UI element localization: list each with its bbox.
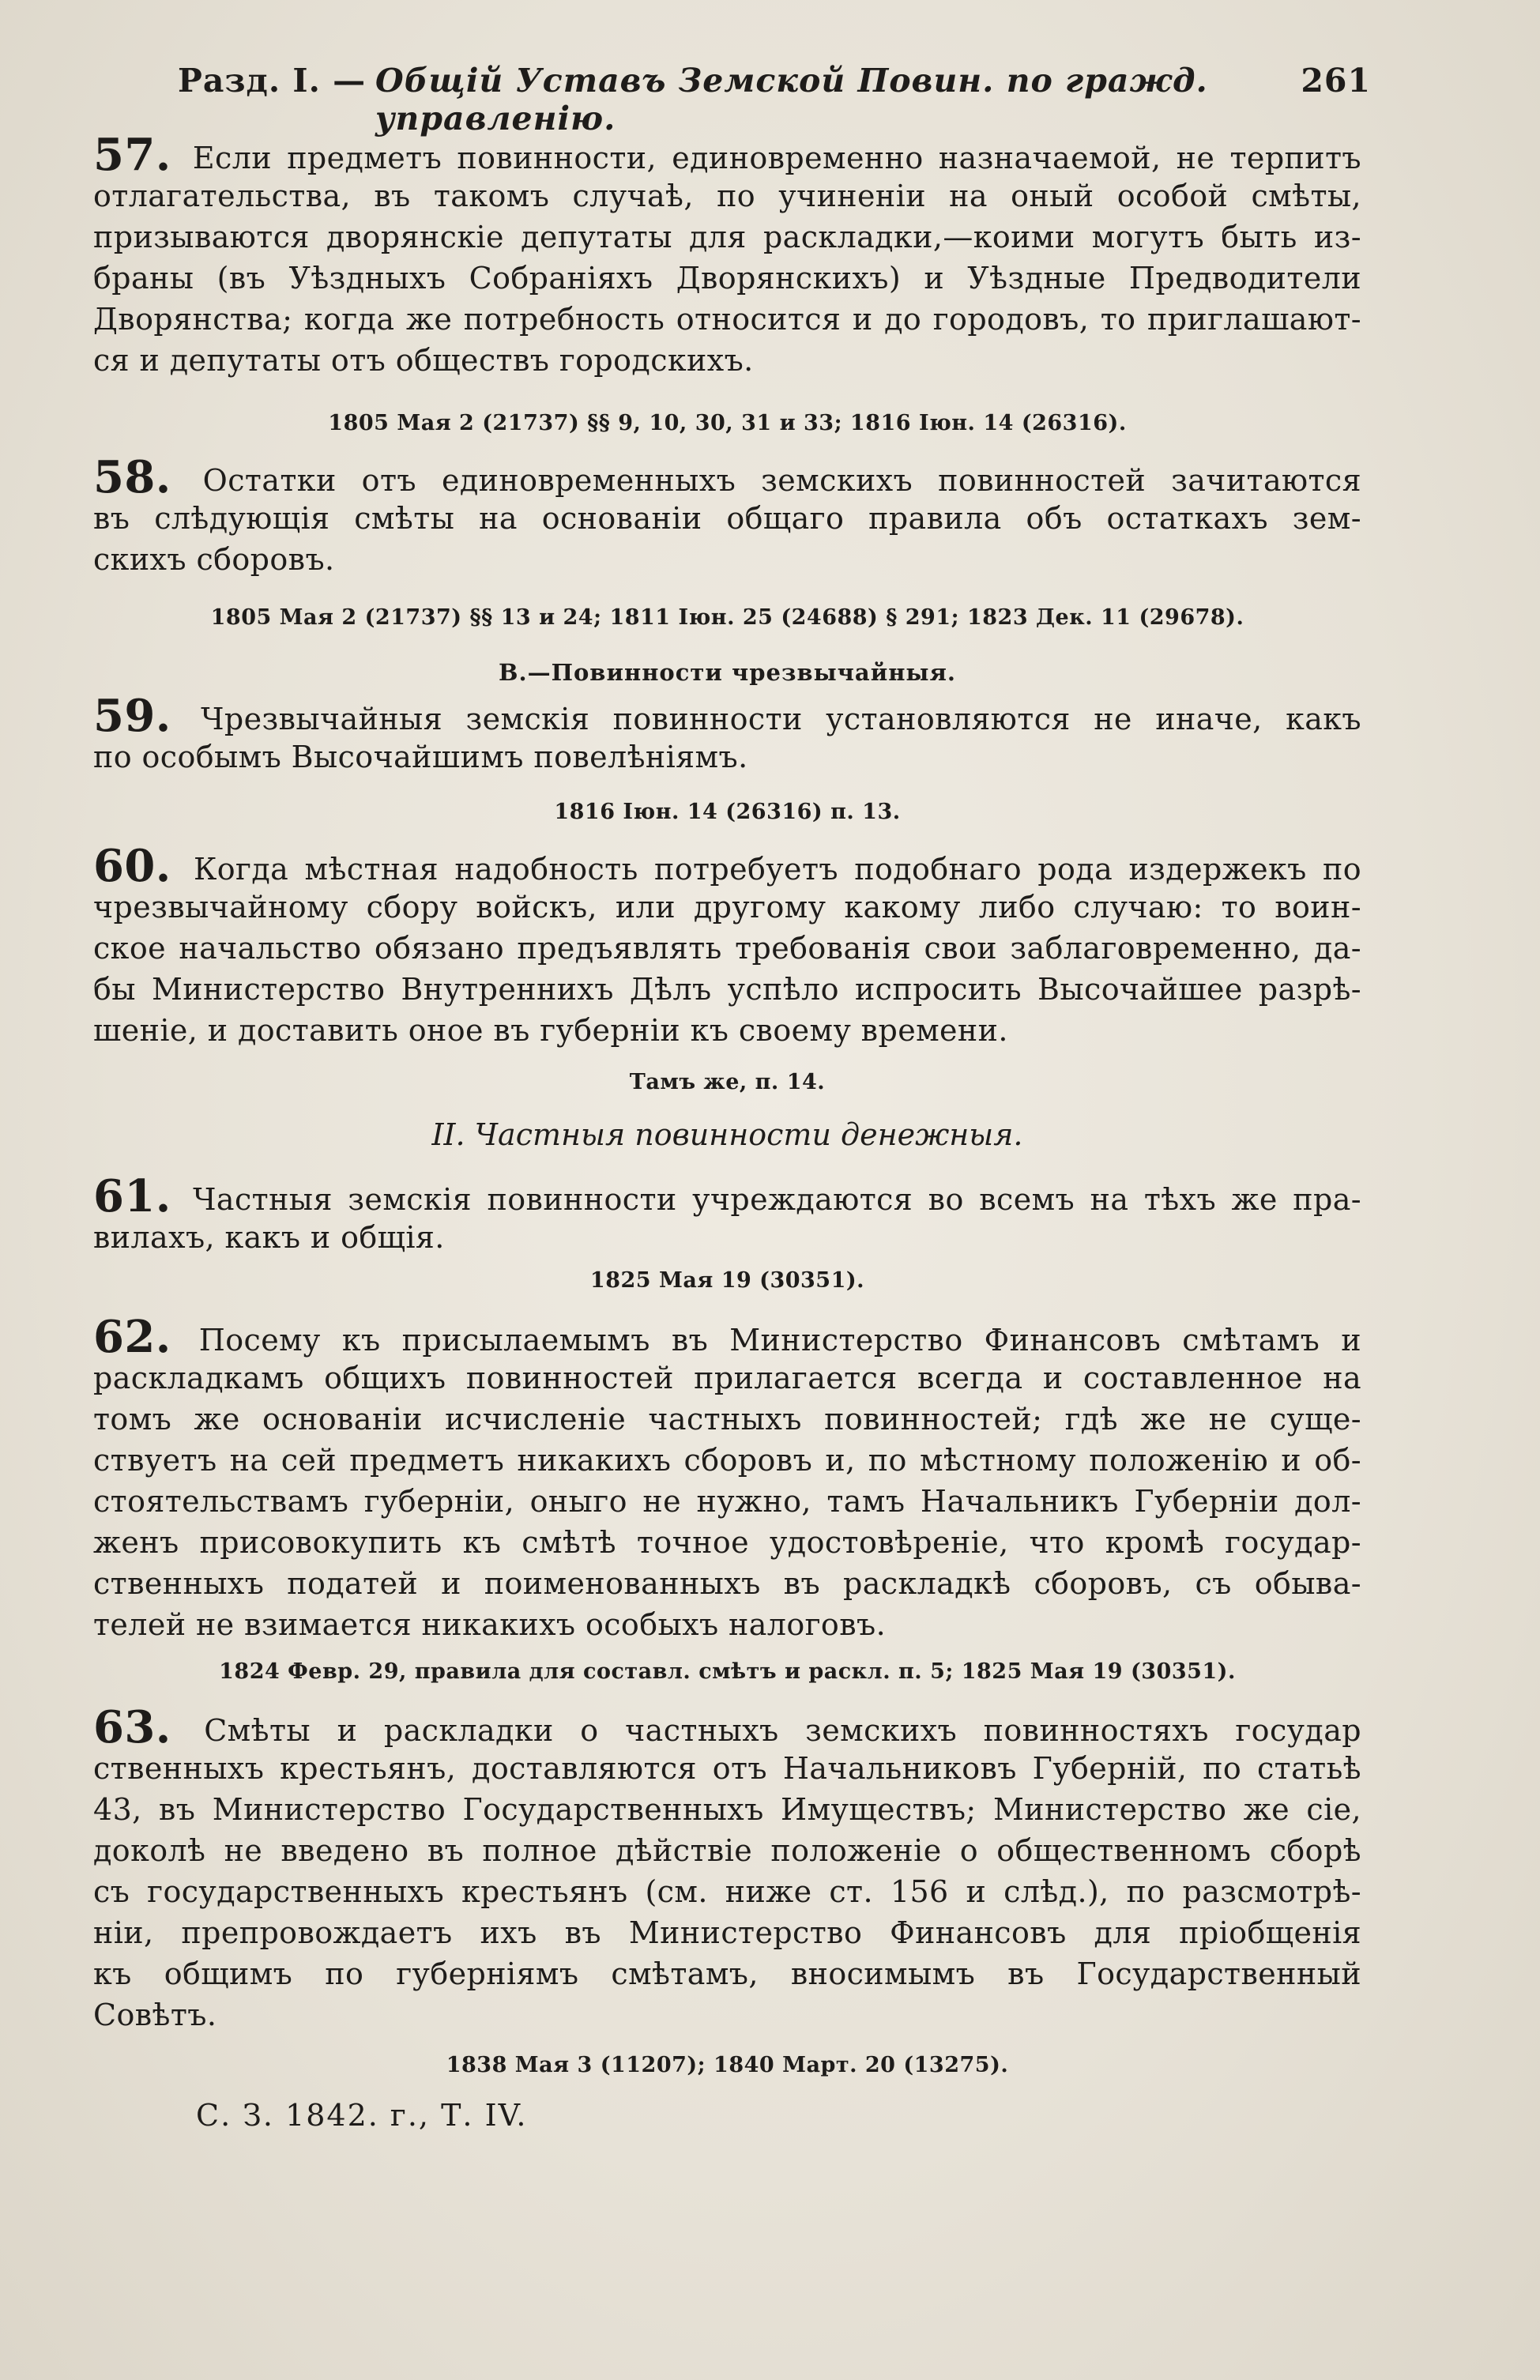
article-line: стоятельствамъ губерніи, оныго не нужно, тамъ Начальникъ Губерніи дол- [93, 1484, 1361, 1519]
article-line: Чрезвычайныя земскія повинности установляются не иначе, какъ [201, 702, 1361, 736]
article-line: раскладкамъ общихъ повинностей прилагается всегда и составленное на [93, 1361, 1361, 1395]
article-58 [93, 451, 1361, 580]
article-line: ніи, препровождаетъ ихъ въ Министерство Финансовъ для пріобщенія [93, 1915, 1361, 1950]
article-line: 43, въ Министерство Государственныхъ Имуществъ; Министерство же сіе, [93, 1792, 1361, 1827]
article-61 [93, 1170, 1362, 1258]
article-number: 61. [93, 1170, 171, 1222]
article-line: по особымъ Высочайшимъ повелѣніямъ. [93, 740, 748, 774]
article-line: къ общимъ по губерніямъ смѣтамъ, вносимымъ въ Государственный [93, 1956, 1361, 1991]
article-line: телей не взимается никакихъ особыхъ налоговъ. [93, 1607, 887, 1642]
article-line: ся и депутаты отъ обществъ городскихъ. [93, 343, 754, 378]
legal-reference: 1824 Февр. 29, правила для составл. смѣтъ и раскл. п. 5; 1825 Мая 19 (30351). [219, 1659, 1236, 1684]
legal-reference: 1805 Мая 2 (21737) §§ 9, 10, 30, 31 и 33; 1816 Іюн. 14 (26316). [328, 411, 1127, 435]
article-number: 60. [93, 840, 171, 892]
article-62 [93, 1311, 1361, 1645]
article-63 [93, 1701, 1361, 2035]
subheading-extraordinary: В.—Повинности чрезвычайныя. [498, 659, 957, 686]
footer-signature: С. З. 1842. г., Т. IV. [196, 2098, 528, 2133]
article-line: ское начальство обязано предъявлять требованія свои заблаговременно, да- [93, 931, 1361, 966]
article-60 [93, 840, 1361, 1051]
article-line: женъ присовокупить къ смѣтѣ точное удостовѣреніе, что кромѣ государ- [93, 1525, 1361, 1560]
article-line: томъ же основаніи исчисленіе частныхъ повинностей; гдѣ же не суще- [93, 1402, 1361, 1437]
article-line: ственныхъ податей и поименованныхъ въ раскладкѣ сборовъ, съ обыва- [93, 1566, 1361, 1601]
article-line: Остатки отъ единовременныхъ земскихъ повинноcтей зачитаются [202, 463, 1361, 498]
article-line: вилахъ, какъ и общія. [93, 1220, 445, 1255]
article-number: 57. [93, 129, 171, 181]
legal-reference: 1838 Мая 3 (11207); 1840 Март. 20 (13275). [446, 2053, 1009, 2077]
legal-reference: 1805 Мая 2 (21737) §§ 13 и 24; 1811 Іюн. 25 (24688) § 291; 1823 Дек. 11 (29678). [210, 605, 1244, 630]
legal-reference: Тамъ же, п. 14. [629, 1070, 826, 1094]
article-line: ствуетъ на сей предметъ никакихъ сборовъ и, по мѣстному положенію и об- [93, 1443, 1361, 1478]
article-line: Посему къ присылаемымъ въ Министерство Финансовъ смѣтамъ и [198, 1323, 1361, 1358]
header-section: Разд. I. — [178, 62, 367, 100]
page-header [178, 62, 1371, 137]
article-57 [93, 129, 1361, 381]
header-title: Общій Уставъ Земской Повин. по гражд. управленію. [375, 62, 1208, 137]
article-line: призываются дворянскіе депутаты для раскладки,—коими могутъ быть из- [93, 220, 1361, 254]
article-number: 62. [93, 1311, 171, 1363]
legal-reference: 1825 Мая 19 (30351). [589, 1268, 865, 1293]
article-line: бы Министерство Внутреннихъ Дѣлъ успѣло испросить Высочайшее разрѣ- [93, 972, 1361, 1007]
article-59 [93, 690, 1361, 778]
article-line: Когда мѣстная надобность потребуетъ подобнаго рода издержекъ по [193, 852, 1361, 887]
article-line: браны (въ Уѣздныхъ Собраніяхъ Дворянскихъ) и Уѣздные Предводители [93, 261, 1361, 296]
article-line: шеніе, и доставить оное въ губерніи къ своему времени. [93, 1013, 1008, 1048]
article-line: ственныхъ крестьянъ, доставляются отъ Начальниковъ Губерній, по статьѣ [93, 1751, 1361, 1786]
article-line: Частныя земскія повинности учреждаются во всемъ на тѣхъ же пра- [193, 1182, 1362, 1217]
legal-reference: 1816 Іюн. 14 (26316) п. 13. [554, 800, 901, 824]
article-line: Дворянства; когда же потребность относится и до городовъ, то приглашают- [93, 302, 1361, 337]
article-line: въ слѣдующія смѣты на основаніи общаго правила объ остаткахъ зем- [93, 501, 1361, 536]
subheading-private: II. Частныя повинности денежныя. [431, 1117, 1023, 1152]
article-line: отлагательства, въ такомъ случаѣ, по учиненіи на оный особой смѣты, [93, 179, 1361, 213]
article-line: Смѣты и раскладки о частныхъ земскихъ повинностяхъ государ [204, 1713, 1361, 1748]
article-line: съ государственныхъ крестьянъ (см. ниже ст. 156 и слѣд.), по разсмотрѣ- [93, 1874, 1361, 1909]
article-line: Если предметъ повинности, единовременно назначаемой, не терпитъ [192, 141, 1361, 175]
article-line: чрезвычайному сбору войскъ, или другому какому либо случаю: то воин- [93, 890, 1361, 925]
article-number: 59. [93, 690, 171, 742]
article-line: доколѣ не введено въ полное дѣйствіе положеніе о общественномъ сборѣ [93, 1833, 1361, 1868]
article-number: 58. [93, 451, 171, 503]
page-number: 261 [1301, 62, 1371, 100]
article-line: скихъ сборовъ. [93, 542, 335, 577]
article-number: 63. [93, 1701, 171, 1753]
article-line: Совѣтъ. [93, 1998, 217, 2032]
